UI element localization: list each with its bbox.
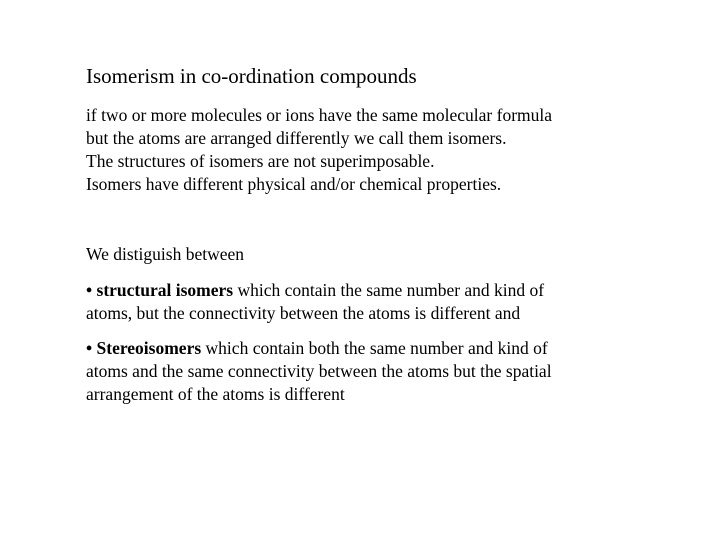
bullet-line: atoms, but the connectivity between the atoms is different and xyxy=(86,303,521,323)
intro-line: Isomers have different physical and/or chemical properties. xyxy=(86,174,502,194)
bullet-line: atoms and the same connectivity between the atoms but the spatial xyxy=(86,361,552,381)
lead-text: We distiguish between xyxy=(86,244,245,264)
intro-line: but the atoms are arranged differently we call them isomers. xyxy=(86,128,507,148)
slide-title: Isomerism in co-ordination compounds xyxy=(86,64,417,88)
bullet-term: structural isomers xyxy=(96,280,234,300)
intro-paragraph xyxy=(86,104,696,196)
bullet-marker: • xyxy=(86,338,93,358)
bullet-marker: • xyxy=(86,280,93,300)
bullet-term: Stereoisomers xyxy=(96,338,202,358)
bullet-line xyxy=(86,337,696,360)
intro-line: if two or more molecules or ions have the same molecular formula xyxy=(86,105,553,125)
bullet-line: arrangement of the atoms is different xyxy=(86,384,345,404)
bullet-stereoisomers xyxy=(86,337,696,406)
intro-line: The structures of isomers are not superimposable. xyxy=(86,151,435,171)
slide-content xyxy=(86,62,696,406)
bullet-structural-isomers xyxy=(86,279,696,325)
bullet-text: which contain the same number and kind of xyxy=(233,280,545,300)
bullet-text: which contain both the same number and kind of xyxy=(201,338,548,358)
bullet-line xyxy=(86,279,696,302)
